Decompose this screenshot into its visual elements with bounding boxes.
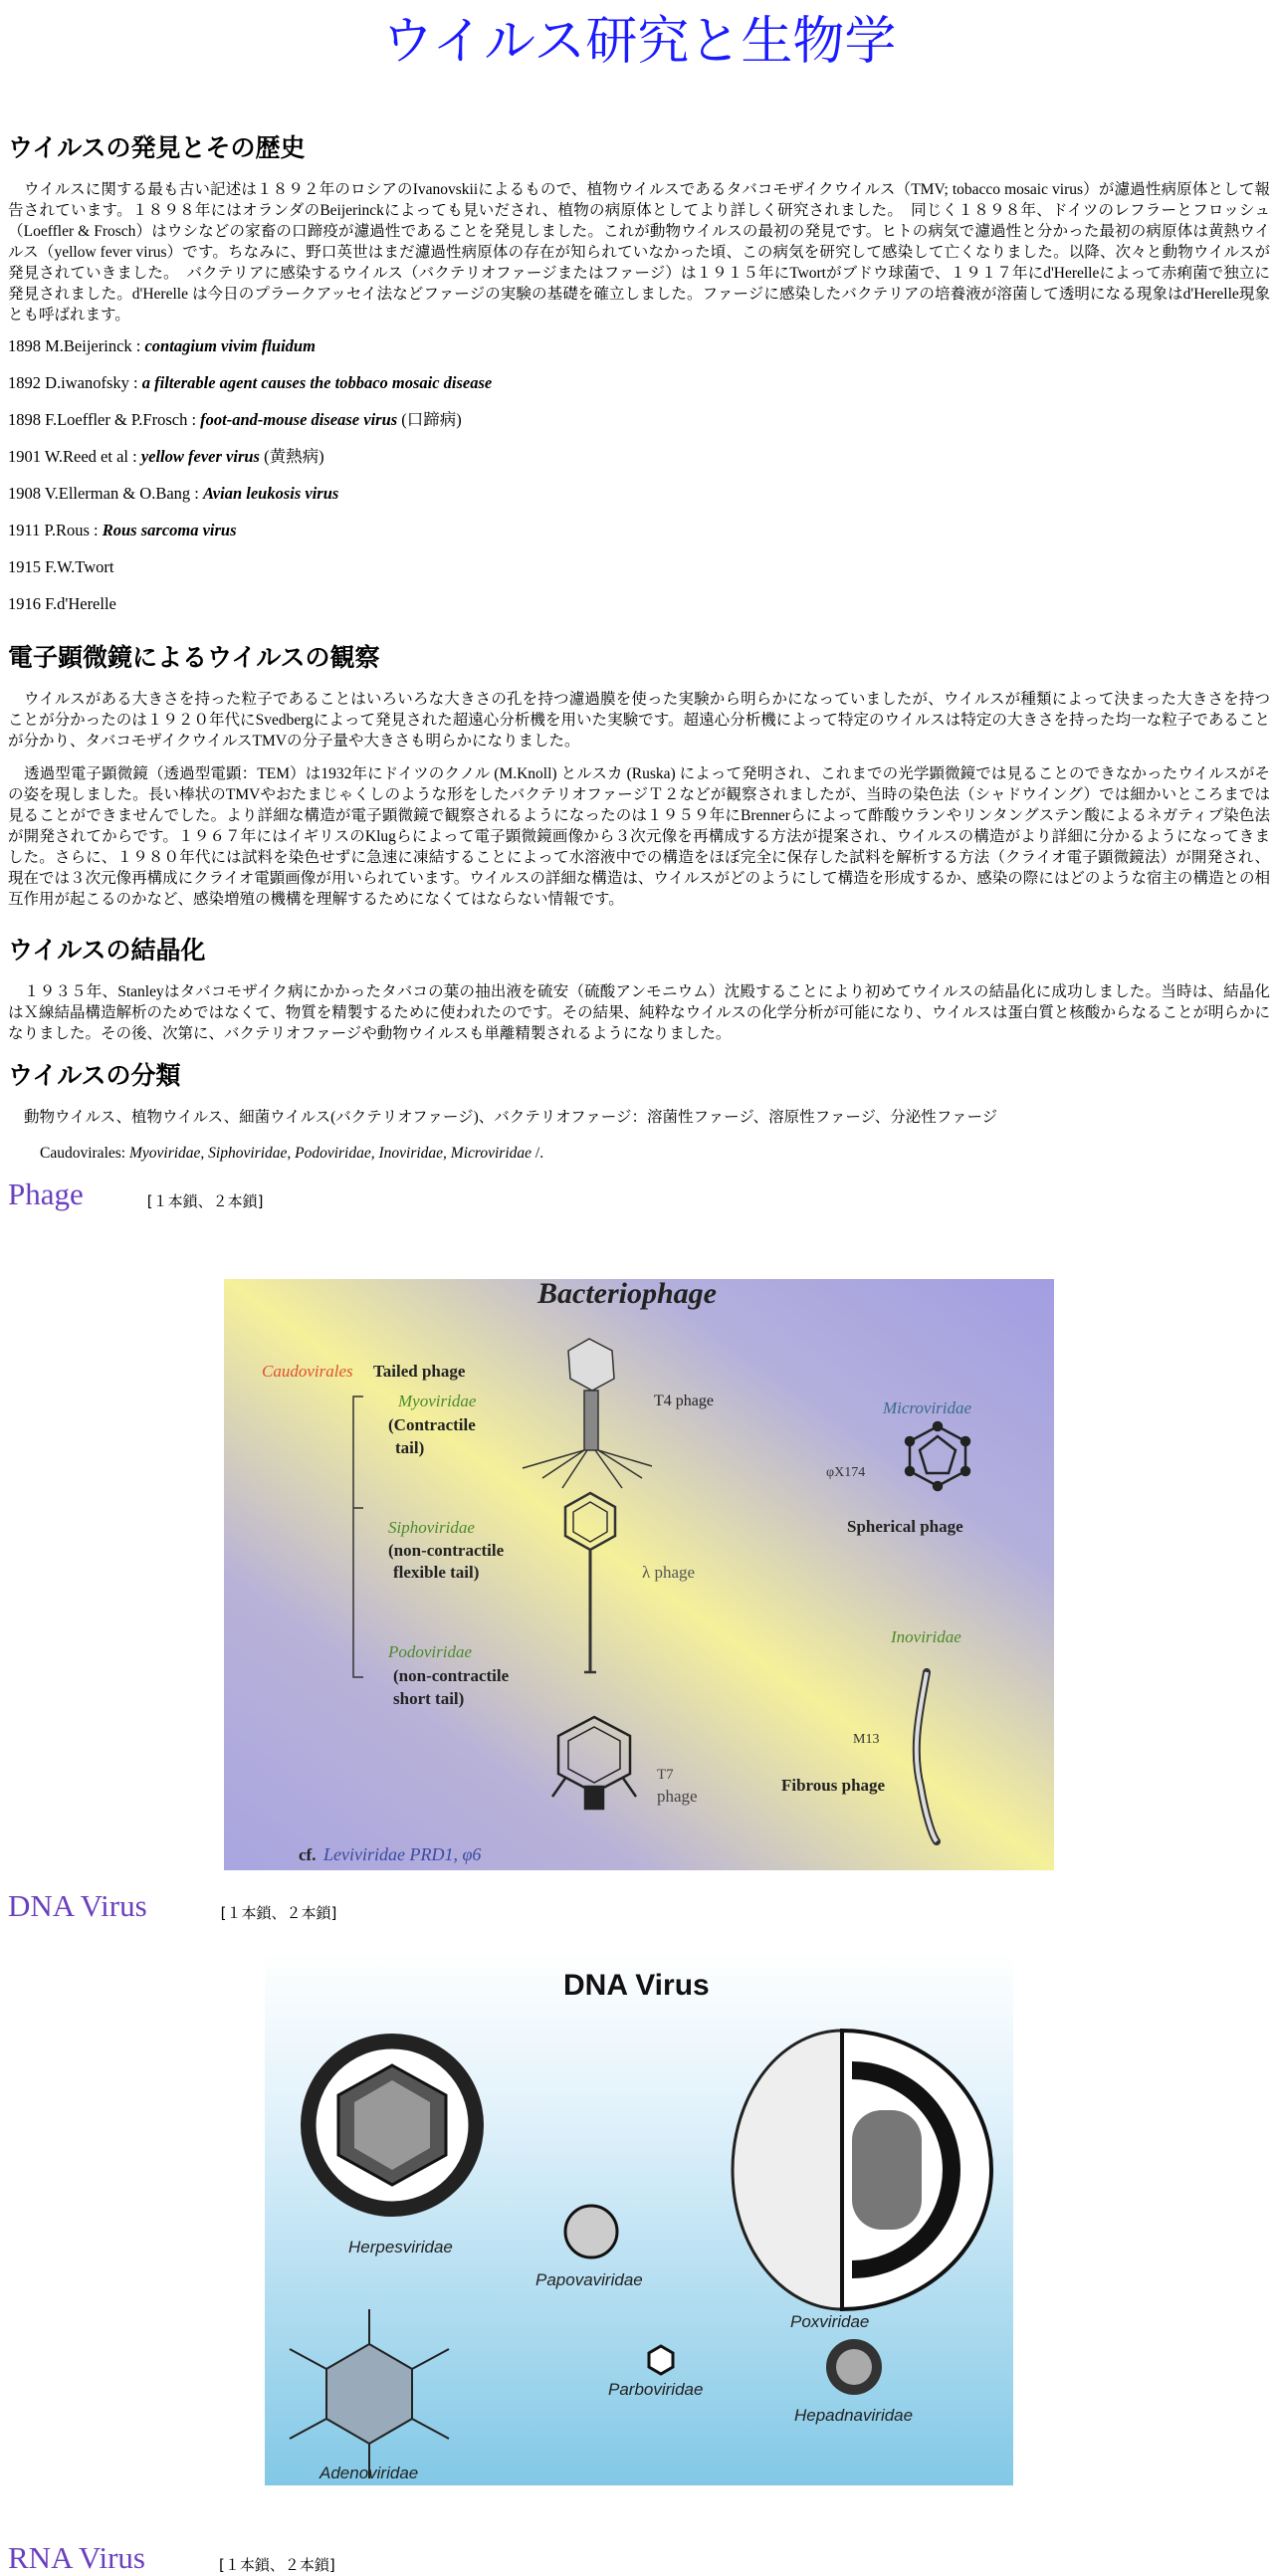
- history-item-year-author: 1915 F.W.Twort: [8, 557, 114, 576]
- podoviridae-label: Podoviridae: [388, 1642, 473, 1661]
- classification-line-2-suffix: /.: [532, 1145, 544, 1162]
- history-item-discovery: contagium vivim fluidum: [144, 336, 316, 355]
- history-item-year-author: 1898 M.Beijerinck :: [8, 336, 145, 355]
- lambda-label: λ phage: [642, 1563, 696, 1582]
- spherical-phage-label: Spherical phage: [847, 1517, 963, 1536]
- rna-section-header: [8, 2540, 335, 2576]
- phage-note: [１本鎖、２本鎖]: [146, 1191, 264, 1210]
- history-item-discovery: Avian leukosis virus: [203, 484, 339, 503]
- phage-figure-title: Bacteriophage: [537, 1279, 717, 1310]
- herpesviridae-icon: [301, 2034, 484, 2217]
- crystal-heading: ウイルスの結晶化: [8, 936, 206, 965]
- em-heading: 電子顕微鏡によるウイルスの観察: [8, 643, 380, 672]
- dna-virus-figure: [265, 1951, 1013, 2485]
- rna-virus-label: RNA Virus: [8, 2540, 145, 2575]
- em-paragraph-1: ウイルスがある大きさを持った粒子であることはいろいろな大きさの孔を持つ濾過膜を使った実験から明らかになっていましたが、ウイルスが種類によって決まった大きさを持つことが分かったのは１９２０年代にSvedbergによって発見された超遠心分析機を用いた実験です。超遠心分析機によって特定のウイルスは特定の大きさを持った均一な粒子であることが分かり、タバコモザイクウイルスTMVの分子量や大きさも明らかになりました。: [8, 691, 1270, 750]
- page-title: ウイルス研究と生物学: [381, 12, 897, 72]
- history-item-year-author: 1911 P.Rous :: [8, 521, 103, 539]
- history-item-year-author: 1908 V.Ellerman & O.Bang :: [8, 484, 204, 503]
- microviridae-label: Microviridae: [883, 1398, 972, 1417]
- history-item-discovery: Rous sarcoma virus: [102, 521, 237, 539]
- classification-heading: ウイルスの分類: [8, 1061, 181, 1090]
- myoviridae-desc-2: tail): [395, 1438, 425, 1457]
- hepadnaviridae-icon: [826, 2339, 882, 2395]
- classification-section: [8, 1059, 1270, 1165]
- m13-label: M13: [853, 1732, 880, 1747]
- myoviridae-label: Myoviridae: [398, 1392, 477, 1410]
- poxviridae-label: Poxviridae: [790, 2312, 870, 2331]
- parboviridae-label: Parboviridae: [608, 2380, 704, 2399]
- adenoviridae-label: Adenoviridae: [320, 2464, 419, 2482]
- discovery-heading: ウイルスの発見とその歴史: [8, 133, 306, 162]
- parboviridae-icon: [649, 2346, 673, 2374]
- history-item-year-author: 1892 D.iwanofsky :: [8, 373, 142, 392]
- papovaviridae-label: Papovaviridae: [535, 2270, 643, 2289]
- history-item-discovery: a filterable agent causes the tobbaco mosaic disease: [141, 373, 493, 392]
- classification-line-2-prefix: Caudovirales:: [40, 1145, 129, 1162]
- dna-figure-title: DNA Virus: [563, 1969, 710, 2002]
- history-item-note: (口蹄病): [397, 410, 462, 429]
- history-item: [8, 372, 1270, 394]
- siphoviridae-desc-2: flexible tail): [393, 1563, 480, 1582]
- history-item-note: (黄熱病): [259, 447, 324, 466]
- history-item-discovery: foot-and-mouse disease virus: [200, 410, 398, 429]
- phix174-label: φX174: [826, 1465, 866, 1480]
- history-list: [8, 335, 1270, 615]
- phage-section-header: [8, 1177, 263, 1212]
- history-item: [8, 446, 1270, 468]
- cf-list-label: Leviviridae PRD1, φ6: [323, 1844, 482, 1864]
- history-item-year-author: 1901 W.Reed et al :: [8, 447, 141, 466]
- herpesviridae-label: Herpesviridae: [348, 2238, 453, 2256]
- history-item: [8, 593, 1270, 615]
- siphoviridae-label: Siphoviridae: [388, 1518, 475, 1537]
- em-paragraph-2: 透過型電子顕微鏡（透過型電顕：TEM）は1932年にドイツのクノル (M.Knoll) とルスカ (Ruska) によって発明され、これまでの光学顕微鏡では見ることのできなかったウイルスがその姿を現しました。長い棒状のTMVやおたまじゃくしのような形をしたバクテリオファージＴ２などが観察されましたが、当時の染色法（シャドウイング）では細かいところまでは見ることができませんでした。より詳細な構造が電子顕微鏡で観察されるようになったのは１９５９年にBrennerらによって酢酸ウランやリンタングステン酸によるネガティブ染色法が開発されてからです。１９６７年にはイギリスのKlugらによって電子顕微鏡画像から３次元像を再構成する方法が提案され、ウイルスの構造がより詳細に分かるようになってきました。さらに、１９８０年代には試料を染色せずに急速に凍結することによって水溶液中での構造をほぼ完全に保存した試料を解析する方法（クライオ電子顕微鏡法）が開発され、現在では３次元像再構成にクライオ電顕画像が用いられています。ウイルスの詳細な構造は、ウイルスがどのようにして構造を形成するか、感染の際にはどのような宿主の構造との相互作用が起こるのかなど、感染増殖の機構を理解するためになくてはならない情報です。: [8, 765, 1270, 908]
- crystal-paragraph: １９３５年、Stanleyはタバコモザイク病にかかったタバコの葉の抽出液を硫安（硫酸アンモニウム）沈殿することにより初めてウイルスの結晶化に成功しました。当時は、結晶化はＸ線結晶構造解析のためではなくて、物質を精製するために使われたのです。その結果、純粋なウイルスの化学分析が可能になり、ウイルスは蛋白質と核酸からなることが明らかになりました。その後、次第に、バクテリオファージや動物ウイルスも単離精製されるようになりました。: [8, 983, 1270, 1042]
- siphoviridae-desc-1: (non-contractile: [388, 1541, 505, 1560]
- history-item: [8, 483, 1270, 505]
- classification-families: Myoviridae, Siphoviridae, Podoviridae, Inoviridae, Microviridae: [128, 1145, 532, 1162]
- crystal-section: [8, 934, 1270, 1044]
- podoviridae-desc-2: short tail): [393, 1689, 465, 1708]
- history-item-year-author: 1898 F.Loeffler & P.Frosch :: [8, 410, 201, 429]
- t7-label-1: T7: [657, 1767, 674, 1783]
- tailed-phage-label: Tailed phage: [373, 1362, 466, 1381]
- inoviridae-label: Inoviridae: [891, 1627, 961, 1646]
- bacteriophage-figure: [224, 1279, 1054, 1870]
- history-item-year-author: 1916 F.d'Herelle: [8, 594, 116, 613]
- t4-label: T4 phage: [654, 1393, 714, 1409]
- history-item: [8, 409, 1270, 431]
- t7-label-2: phage: [657, 1787, 698, 1806]
- history-item: [8, 556, 1270, 578]
- fibrous-phage-label: Fibrous phage: [781, 1776, 886, 1795]
- discovery-section: [8, 131, 1270, 615]
- history-item-discovery: yellow fever virus: [140, 447, 260, 466]
- podoviridae-desc-1: (non-contractile: [393, 1666, 510, 1685]
- phage-label: Phage: [8, 1177, 84, 1211]
- classification-line-2: [40, 1143, 1270, 1165]
- classification-line-1: 動物ウイルス、植物ウイルス、細菌ウイルス(バクテリオファージ)、バクテリオファージ：溶菌性ファージ、溶原性ファージ、分泌性ファージ: [24, 1109, 998, 1126]
- dna-virus-note: [１本鎖、２本鎖]: [220, 1903, 337, 1922]
- discovery-paragraph: ウイルスに関する最も古い記述は１８９２年のロシアのIvanovskiiによるもので、植物ウイルスであるタバコモザイクウイルス（TMV; tobacco mosaic virus）が濾過性病原体として報告されています。１８９８年にはオランダのBeijerinckによっても見いだされ、植物の病原体としてより詳しく研究されました。 同じく１８９８年、ドイツのレフラーとフロッシュ（Loeffler & Frosch）はウシなどの家畜の口蹄疫が濾過性であることを発見しました。これが動物ウイルスの最初の発見です。ヒトの病気で濾過性と分かった最初の病原体は黄熱ウイルス（yellow fever virus）です。ちなみに、野口英世はまだ濾過性病原体の存在が知られていなかった頃、この病気を研究して感染して亡くなりました。以降、次々と動物ウイルスが発見されていきました。 バクテリアに感染するウイルス（バクテリオファージまたはファージ）は１９１５年にTwortがブドウ球菌で、１９１７年にd'Herelleによって赤痢菌で独立に発見されました。d'Herelle は今日のプラークアッセイ法などファージの実験の基礎を確立しました。ファージに感染したバクテリアの培養液が溶菌して透明になる現象はd'Herelle現象とも呼ばれます。: [8, 181, 1270, 323]
- em-section: [8, 641, 1270, 910]
- rna-virus-note: [１本鎖、２本鎖]: [218, 2555, 335, 2574]
- history-item: [8, 520, 1270, 541]
- myoviridae-desc-1: (Contractile: [388, 1415, 476, 1434]
- dna-virus-label: DNA Virus: [8, 1888, 147, 1923]
- dna-section-header: [8, 1888, 336, 1924]
- history-item: [8, 335, 1270, 357]
- caudovirales-label: Caudovirales: [262, 1362, 353, 1381]
- hepadnaviridae-label: Hepadnaviridae: [794, 2406, 914, 2425]
- cf-label: cf.: [299, 1845, 317, 1864]
- papovaviridae-icon: [565, 2206, 617, 2257]
